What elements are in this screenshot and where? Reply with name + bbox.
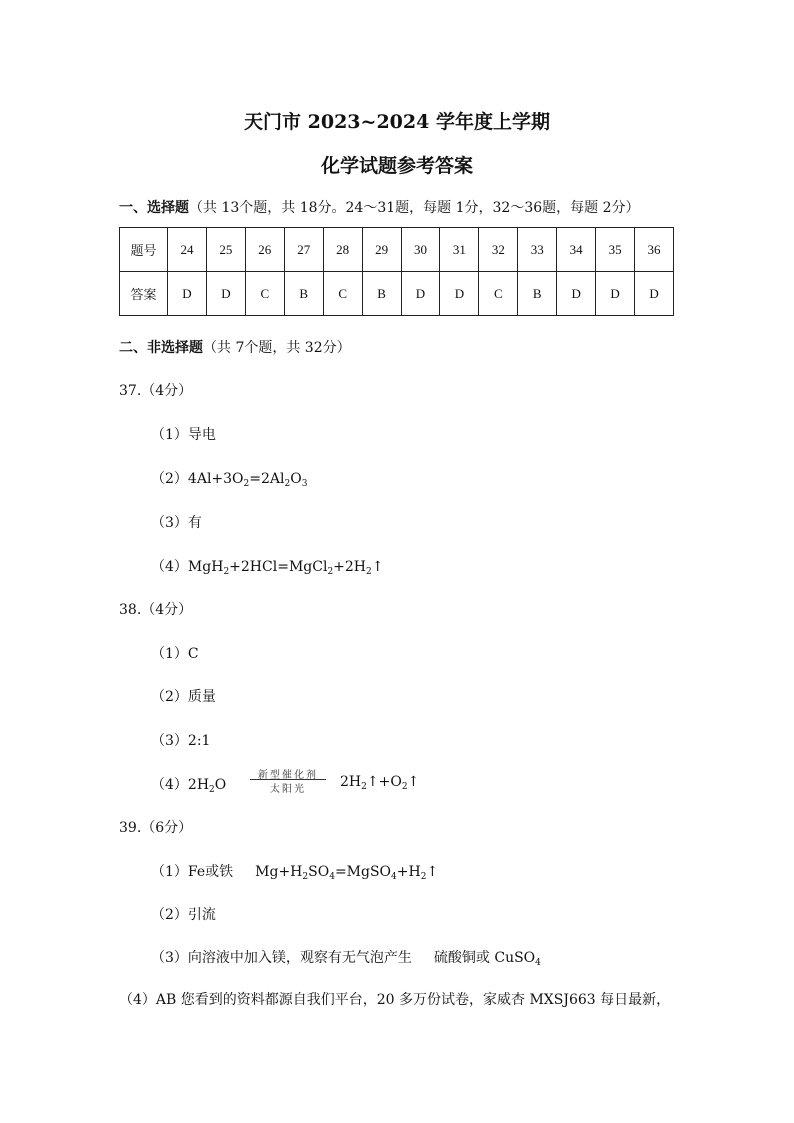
q38-products: $2H_2↑+O_2↑$ [340, 774, 420, 792]
q37-answer-4: $(4)MgH_2+2HCl=MgCl_2+2H_2↑$ [151, 559, 384, 577]
q38-answer-3: （3）2:1 [151, 733, 211, 749]
section2-heading [119, 337, 351, 357]
q38-answer-4: $(4)2H_2O$ [151, 777, 227, 795]
q38-answer-2: （2）质量 [151, 689, 216, 705]
q37-answer-1: （1）导电 [151, 427, 216, 443]
page-title: 天门市 2023~2024 学年度上学期 [244, 111, 550, 133]
answer-cell: D [440, 272, 479, 316]
answer-cell: B [518, 272, 557, 316]
q39-answer-3: （3）向溶液中加入镁，观察有无气泡产生 硫酸铜或 CuSO$_4$ [151, 950, 541, 968]
section1-note: （共 13个题，共 18分。24～31题，每题 1分，32～36题，每题 2分） [189, 200, 640, 216]
q39-label: 39.（6分） [119, 820, 193, 836]
section2-note: （共 7个题，共 32分） [203, 340, 351, 356]
row-header-number: 题号 [120, 228, 168, 272]
table-row [120, 272, 674, 316]
row-header-answer: 答案 [120, 272, 168, 316]
q37-answer-3: （3）有 [151, 515, 202, 531]
reaction-condition-arrow [248, 766, 328, 795]
section2-title: 二、非选择题 [119, 340, 203, 356]
question-number-cell: 34 [557, 228, 596, 272]
answer-table [119, 227, 674, 316]
table-row [120, 228, 674, 272]
sunlight-label: 太阳光 [270, 784, 306, 795]
answer-cell: D [635, 272, 674, 316]
question-number-cell: 24 [168, 228, 207, 272]
q39-answer-1: （1）Fe或铁 $Mg+H_2SO_4=MgSO_4+H_2↑$ [151, 864, 439, 882]
question-number-cell: 29 [362, 228, 401, 272]
question-number-cell: 33 [518, 228, 557, 272]
section1-title: 一、选择题 [119, 200, 189, 216]
page-subtitle: 化学试题参考答案 [320, 155, 473, 177]
q39-answer-2: （2）引流 [151, 907, 216, 923]
question-number-cell: 28 [323, 228, 362, 272]
answer-cell: D [557, 272, 596, 316]
catalyst-label: 新型催化剂 [258, 770, 318, 781]
answer-cell: B [284, 272, 323, 316]
answer-cell: D [168, 272, 207, 316]
answer-cell: C [479, 272, 518, 316]
question-number-cell: 31 [440, 228, 479, 272]
q37-answer-2: $(2)4Al+3O_2=2Al_2O_3$ [151, 471, 308, 489]
question-number-cell: 36 [635, 228, 674, 272]
question-number-cell: 35 [596, 228, 635, 272]
answer-cell: D [596, 272, 635, 316]
question-number-cell: 25 [206, 228, 245, 272]
q39-answer-4: （4）AB 您看到的资料都源自我们平台，20 多万份试卷，家威杏 MXSJ663 每日最新， [119, 992, 671, 1008]
q38-label: 38.（4分） [119, 602, 193, 618]
answer-cell: D [401, 272, 440, 316]
question-number-cell: 32 [479, 228, 518, 272]
question-number-cell: 27 [284, 228, 323, 272]
q38-answer-1: （1）C [151, 646, 199, 662]
question-number-cell: 30 [401, 228, 440, 272]
answer-cell: B [362, 272, 401, 316]
answer-cell: D [206, 272, 245, 316]
q37-label: 37.（4分） [119, 383, 193, 399]
section1-heading [119, 197, 640, 217]
question-number-cell: 26 [245, 228, 284, 272]
answer-cell: C [245, 272, 284, 316]
answer-cell: C [323, 272, 362, 316]
